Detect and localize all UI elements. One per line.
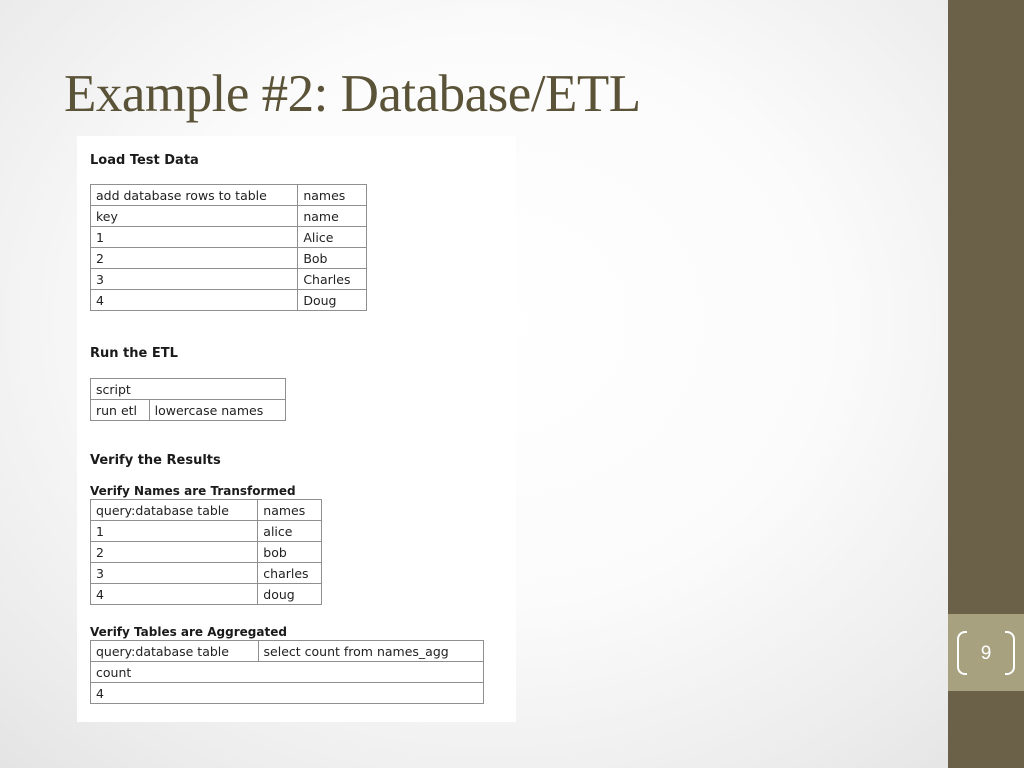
table-cell: Alice xyxy=(298,227,367,248)
table-cell: bob xyxy=(258,542,322,563)
table-cell: 1 xyxy=(91,521,258,542)
table-cell: 3 xyxy=(91,269,298,290)
table-row xyxy=(91,641,484,662)
table-row xyxy=(91,683,484,704)
load-test-data-table xyxy=(90,184,367,311)
table-row xyxy=(91,662,484,683)
table-cell: Doug xyxy=(298,290,367,311)
verify-aggregated-heading: Verify Tables are Aggregated xyxy=(90,625,287,639)
table-cell: names xyxy=(298,185,367,206)
table-cell: add database rows to table xyxy=(91,185,298,206)
table-row xyxy=(91,400,286,421)
table-row xyxy=(91,227,367,248)
verify-names-table xyxy=(90,499,322,605)
table-cell: count xyxy=(91,662,484,683)
table-row xyxy=(91,563,322,584)
table-cell: 4 xyxy=(91,584,258,605)
table-cell: 2 xyxy=(91,248,298,269)
table-cell: names xyxy=(258,500,322,521)
table-row xyxy=(91,290,367,311)
table-cell: alice xyxy=(258,521,322,542)
fitnesse-screenshot-panel xyxy=(77,136,516,722)
table-cell: 2 xyxy=(91,542,258,563)
run-etl-heading: Run the ETL xyxy=(90,346,178,361)
table-cell: 1 xyxy=(91,227,298,248)
table-row xyxy=(91,185,367,206)
table-cell: charles xyxy=(258,563,322,584)
table-cell: run etl xyxy=(91,400,150,421)
table-row xyxy=(91,521,322,542)
table-cell: query:database table xyxy=(91,500,258,521)
table-cell: doug xyxy=(258,584,322,605)
run-etl-table xyxy=(90,378,286,421)
table-cell: script xyxy=(91,379,286,400)
table-cell: key xyxy=(91,206,298,227)
slide-title: Example #2: Database/ETL xyxy=(64,65,641,123)
verify-aggregated-table xyxy=(90,640,484,704)
table-row xyxy=(91,248,367,269)
table-row xyxy=(91,269,367,290)
table-cell: lowercase names xyxy=(149,400,285,421)
table-cell: name xyxy=(298,206,367,227)
table-row xyxy=(91,206,367,227)
table-row xyxy=(91,542,322,563)
table-cell: 3 xyxy=(91,563,258,584)
table-row xyxy=(91,584,322,605)
table-row xyxy=(91,379,286,400)
load-test-data-heading: Load Test Data xyxy=(90,153,199,168)
verify-results-heading: Verify the Results xyxy=(90,453,221,468)
page-number: 9 xyxy=(980,643,992,664)
table-row xyxy=(91,500,322,521)
table-cell: query:database table xyxy=(91,641,259,662)
table-cell: select count from names_agg xyxy=(258,641,483,662)
table-cell: 4 xyxy=(91,683,484,704)
page-number-box xyxy=(948,614,1024,691)
table-cell: Bob xyxy=(298,248,367,269)
verify-names-heading: Verify Names are Transformed xyxy=(90,484,296,498)
table-cell: Charles xyxy=(298,269,367,290)
table-cell: 4 xyxy=(91,290,298,311)
